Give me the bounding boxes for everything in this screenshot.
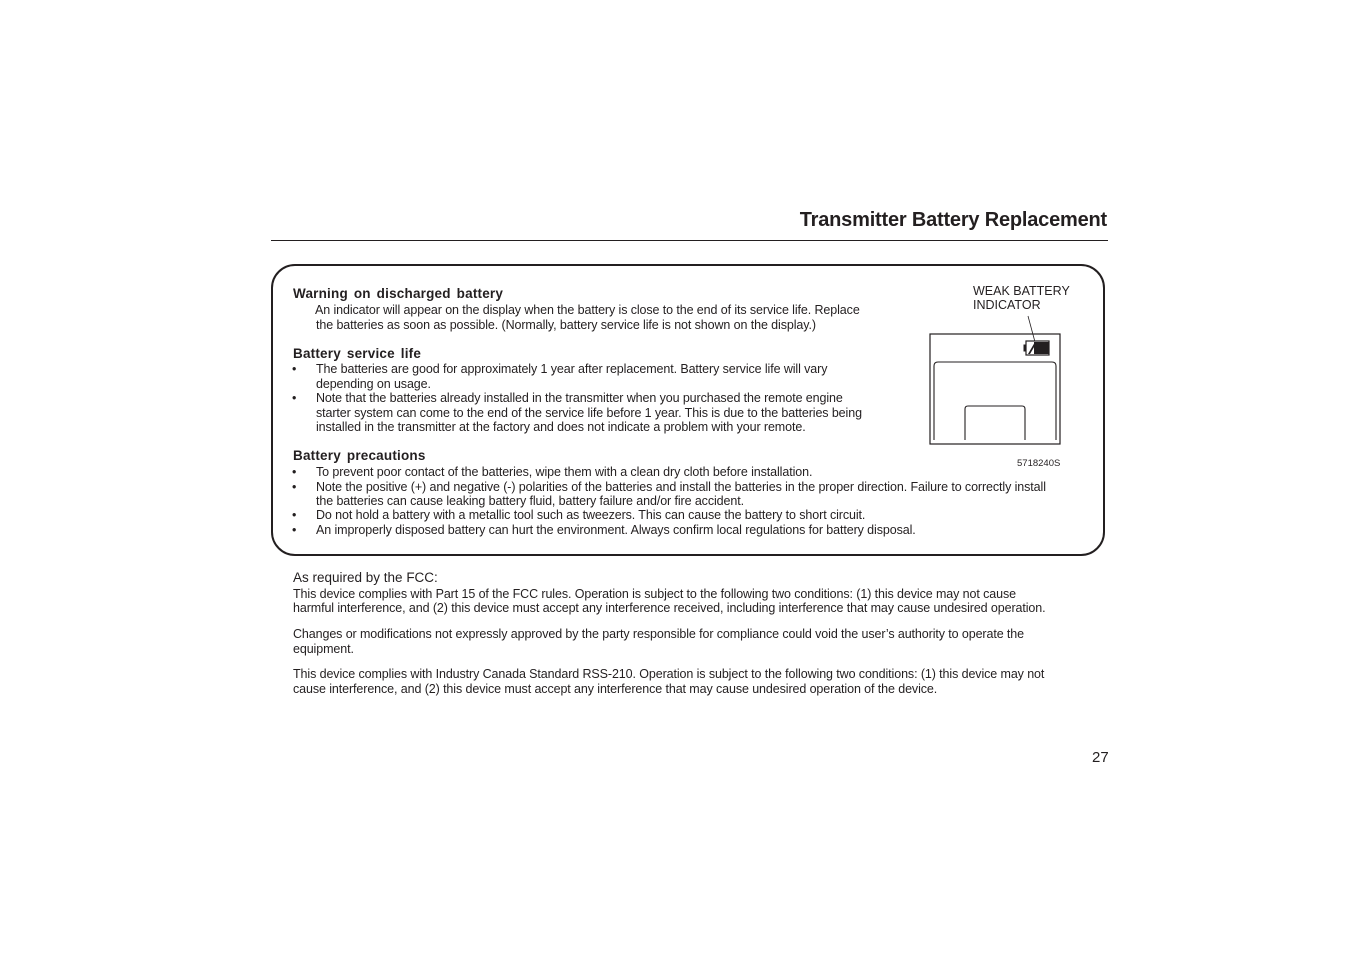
service-life-bullet-line: installed in the transmitter at the factory and does not indicate a problem with your remote. (316, 420, 806, 434)
service-life-bullet-line: Note that the batteries already installed in the transmitter when you purchased the remote engine (316, 391, 843, 405)
service-life-bullet-line: The batteries are good for approximately 1 year after replacement. Battery service life will vary (316, 362, 828, 376)
figure-label-line: WEAK BATTERY (973, 284, 1070, 298)
fcc-paragraph-line: harmful interference, and (2) this device must accept any interference received, including interference that may cause undesired operation. (293, 601, 1046, 615)
bullet-marker: • (292, 391, 297, 405)
display-button-outline (965, 406, 1025, 440)
figure-label-line: INDICATOR (973, 298, 1041, 312)
title-divider (271, 240, 1108, 241)
bullet-marker: • (292, 480, 297, 494)
service-life-bullet-line: starter system can come to the end of the service life before 1 year. This is due to the batteries being (316, 406, 862, 420)
service-life-heading: Battery service life (293, 346, 422, 361)
service-life-bullet-line: depending on usage. (316, 377, 431, 391)
page-title: Transmitter Battery Replacement (799, 209, 1107, 231)
warning-text-line: An indicator will appear on the display when the battery is close to the end of its service life. Replace (315, 303, 860, 317)
page-number: 27 (1092, 749, 1109, 766)
precaution-bullet-line: the batteries can cause leaking battery fluid, battery failure and/or fire accident. (316, 494, 744, 508)
fcc-paragraph-line: equipment. (293, 642, 354, 656)
bullet-marker: • (292, 465, 297, 479)
precaution-bullet-line: An improperly disposed battery can hurt the environment. Always confirm local regulations for battery disposal. (316, 523, 916, 537)
fcc-paragraph-line: cause interference, and (2) this device must accept any interference that may cause undesired operation of the device. (293, 682, 938, 696)
bullet-marker: • (292, 508, 297, 522)
transmitter-display-figure (920, 310, 1070, 450)
battery-indicator-icon (1024, 341, 1050, 355)
display-screen-outline (934, 362, 1056, 440)
warning-text-line: the batteries as soon as possible. (Normally, battery service life is not shown on the display.) (316, 318, 816, 332)
fcc-paragraph-line: This device complies with Part 15 of the FCC rules. Operation is subject to the following two conditions: (1) this device may not cause (293, 587, 1016, 601)
leader-line (1028, 316, 1035, 342)
precaution-bullet-line: To prevent poor contact of the batteries, wipe them with a clean dry cloth before installation. (316, 465, 813, 479)
precautions-heading: Battery precautions (293, 448, 426, 463)
figure-code: 5718240S (1017, 458, 1061, 469)
fcc-heading: As required by the FCC: (293, 570, 438, 585)
precaution-bullet-line: Note the positive (+) and negative (-) polarities of the batteries and install the batteries in the proper direction. Failure to correctly install (316, 480, 1046, 494)
warning-heading: Warning on discharged battery (293, 286, 504, 301)
bullet-marker: • (292, 362, 297, 376)
bullet-marker: • (292, 523, 297, 537)
weak-battery-indicator-label (973, 284, 1070, 312)
fcc-paragraph-line: This device complies with Industry Canada Standard RSS-210. Operation is subject to the following two conditions: (1) this device may not (293, 667, 1045, 681)
precaution-bullet-line: Do not hold a battery with a metallic tool such as tweezers. This can cause the battery to short circuit. (316, 508, 866, 522)
fcc-paragraph-line: Changes or modifications not expressly approved by the party responsible for compliance could void the user’s authority to operate the (293, 627, 1025, 641)
